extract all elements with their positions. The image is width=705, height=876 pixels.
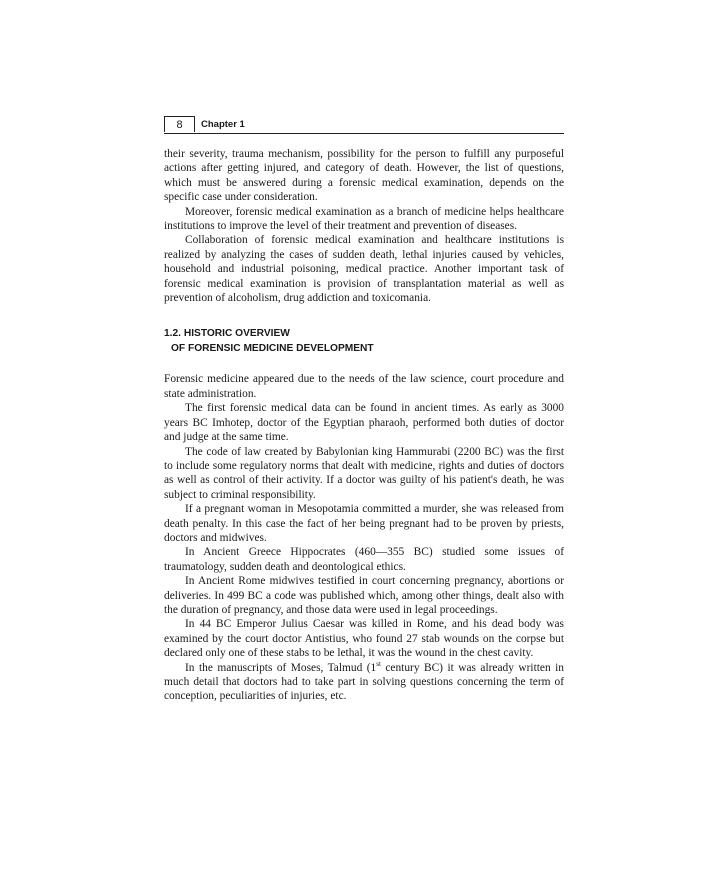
paragraph: The first forensic medical data can be found in ancient times. As early as 3000 years BC Imhotep, doctor of the Egyptian pharaoh, performed both duties of doctor and judge at the same time.: [164, 402, 564, 444]
intro-text-block: [164, 147, 564, 305]
paragraph: their severity, trauma mechanism, possibility for the person to fulfill any purposeful actions after getting injured, and category of death. However, the list of questions, which must be answered during a forensic medical examination, depends on the specific case under consideration.: [164, 148, 564, 204]
section-text-block: [164, 372, 564, 703]
section-heading: [164, 326, 564, 356]
paragraph: In Ancient Greece Hippocrates (460—355 BC) studied some issues of traumatology, sudden death and deontological ethics.: [164, 546, 564, 573]
paragraph: Collaboration of forensic medical examination and healthcare institutions is realized by analyzing the cases of sudden death, lethal injuries caused by vehicles, household and industrial poisoning, medical practice. Another important task of forensic medical examination is provision of transplantation material as well as prevention of alcoholism, drug addiction and toxicomania.: [164, 234, 564, 305]
paragraph: Forensic medicine appeared due to the needs of the law science, court procedure and state administration.: [164, 373, 564, 400]
book-page: [164, 116, 564, 704]
page-header: [164, 116, 564, 134]
paragraph: Moreover, forensic medical examination as a branch of medicine helps healthcare institutions to improve the level of their treatment and prevention of diseases.: [164, 205, 564, 233]
section-number: 1.2.: [164, 328, 181, 340]
text-run: In the manuscripts of Moses, Talmud (1: [185, 661, 377, 674]
page-number: 8: [164, 116, 195, 132]
ordinal-superscript: st: [376, 659, 381, 668]
paragraph: The code of law created by Babylonian king Hammurabi (2200 BC) was the first to include some regulatory norms that dealt with medicine, rights and duties of doctors as well as control of their activity. If a doctor was guilty of his patient's death, he was subject to criminal responsibility.: [164, 445, 564, 501]
section-heading-line1: [164, 326, 564, 341]
paragraph: In Ancient Rome midwives testified in court concerning pregnancy, abortions or deliveries. In 499 BC a code was published which, among other things, dealt also with the duration of pregnancy, and those data were used in legal proceedings.: [164, 575, 564, 616]
chapter-label: Chapter 1: [201, 119, 245, 130]
paragraph: In 44 BC Emperor Julius Caesar was killed in Rome, and his dead body was examined by the court doctor Antistius, who found 27 stab wounds on the corpse but declared only one of these stabs to be lethal, it was the wound in the chest cavity.: [164, 618, 564, 660]
paragraph: If a pregnant woman in Mesopotamia committed a murder, she was released from death penalty. In this case the fact of her being pregnant had to be proven by priests, doctors and midwives.: [164, 503, 564, 544]
section-title-part1: HISTORIC OVERVIEW: [183, 328, 290, 340]
text-run: century BC) it was already written in much detail that doctors had to take part in solving questions concerning the term of conception, peculiarities of injuries, etc.: [164, 661, 564, 703]
paragraph-with-superscript: [164, 661, 564, 704]
section-title-part2: OF FORENSIC MEDICINE DEVELOPMENT: [171, 343, 374, 355]
